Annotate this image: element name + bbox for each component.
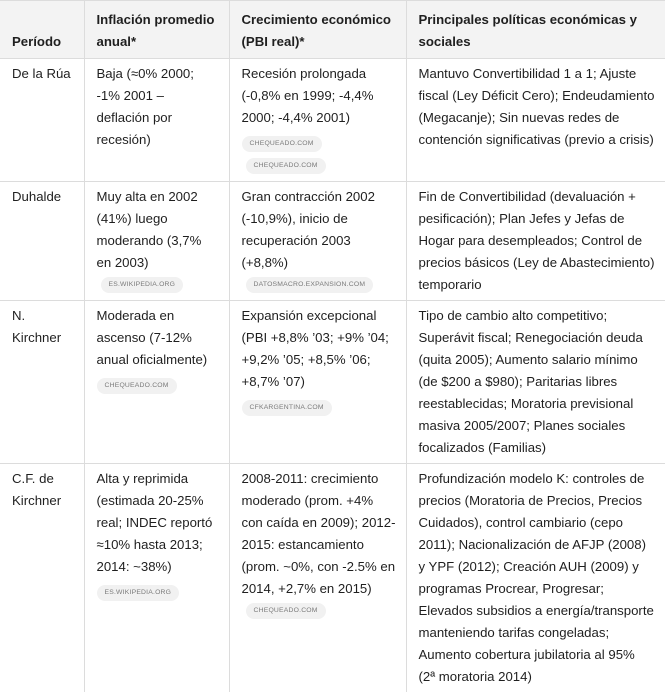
- source-badge[interactable]: CHEQUEADO.COM: [97, 378, 177, 394]
- cell-growth: Recesión prolongada (-0,8% en 1999; -4,4% 2000; -4,4% 2001) CHEQUEADO.COMCHEQUEADO.COM: [229, 59, 406, 182]
- source-badge[interactable]: CHEQUEADO.COM: [246, 603, 326, 619]
- source-badge[interactable]: CFKARGENTINA.COM: [242, 400, 332, 416]
- cell-inflation: Alta y reprimida (estimada 20-25% real; INDEC reportó ≈10% hasta 2013; 2014: ~38%) ES.WIKIPEDIA.ORG: [84, 464, 229, 692]
- cell-growth: Gran contracción 2002 (-10,9%), inicio de recuperación 2003 (+8,8%)DATOSMACRO.EXPANSION.COM: [229, 182, 406, 301]
- source-badge[interactable]: DATOSMACRO.EXPANSION.COM: [246, 277, 374, 293]
- header-growth: Crecimiento económico (PBI real)*: [229, 1, 406, 59]
- header-policies: Principales políticas económicas y sociales: [406, 1, 665, 59]
- source-badge[interactable]: CHEQUEADO.COM: [246, 158, 326, 174]
- source-badge[interactable]: ES.WIKIPEDIA.ORG: [101, 277, 184, 293]
- source-badge[interactable]: ES.WIKIPEDIA.ORG: [97, 585, 180, 601]
- table-row: [0, 59, 665, 182]
- table-row: [0, 301, 665, 464]
- cell-period: N. Kirchner: [0, 301, 84, 464]
- cell-inflation: Moderada en ascenso (7-12% anual oficialmente) CHEQUEADO.COM: [84, 301, 229, 464]
- cell-period: De la Rúa: [0, 59, 84, 182]
- cell-period: Duhalde: [0, 182, 84, 301]
- cell-growth: 2008-2011: crecimiento moderado (prom. +4% con caída en 2009); 2012-2015: estancamiento (prom. ~0%, con -2.5% en 2014, +2,7% en 2015)CHEQUEADO.COM: [229, 464, 406, 692]
- cell-growth: Expansión excepcional (PBI +8,8% ’03; +9% ’04; +9,2% ’05; +8,5% ’06; +8,7% ’07) CFKARGENTINA.COM: [229, 301, 406, 464]
- cell-policies: Fin de Convertibilidad (devaluación + pesificación); Plan Jefes y Jefas de Hogar para desempleados; Control de precios básicos (Ley de Abastecimiento) temporario: [406, 182, 665, 301]
- cell-inflation: Muy alta en 2002 (41%) luego moderando (3,7% en 2003)ES.WIKIPEDIA.ORG: [84, 182, 229, 301]
- cell-policies: Profundización modelo K: controles de precios (Moratoria de Precios, Precios Cuidados), control cambiario (cepo 2011); Nacionalización de AFJP (2008) y YPF (2012); Creación AUH (2009) y programas Procrear, Progresar; Elevados subsidios a energía/transporte manteniendo tarifas congeladas; Aumento cobertura jubilatoria al 95% (2ª moratoria 2014): [406, 464, 665, 692]
- source-badge[interactable]: CHEQUEADO.COM: [242, 136, 322, 152]
- cell-period: C.F. de Kirchner: [0, 464, 84, 692]
- table-row: [0, 464, 665, 692]
- table-header-row: [0, 1, 665, 59]
- cell-policies: Tipo de cambio alto competitivo; Superávit fiscal; Renegociación deuda (quita 2005); Aumento salario mínimo (de $200 a $980); Paritarias libres reestablecidas; Moratoria previsional masiva 2005/2007; Planes sociales focalizados (Familias): [406, 301, 665, 464]
- header-inflation: Inflación promedio anual*: [84, 1, 229, 59]
- cell-inflation: Baja (≈0% 2000; -1% 2001 – deflación por recesión): [84, 59, 229, 182]
- cell-policies: Mantuvo Convertibilidad 1 a 1; Ajuste fiscal (Ley Déficit Cero); Endeudamiento (Megacanje); Sin nuevas redes de contención significativas (previo a crisis): [406, 59, 665, 182]
- table-row: [0, 182, 665, 301]
- header-period: Período: [0, 1, 84, 59]
